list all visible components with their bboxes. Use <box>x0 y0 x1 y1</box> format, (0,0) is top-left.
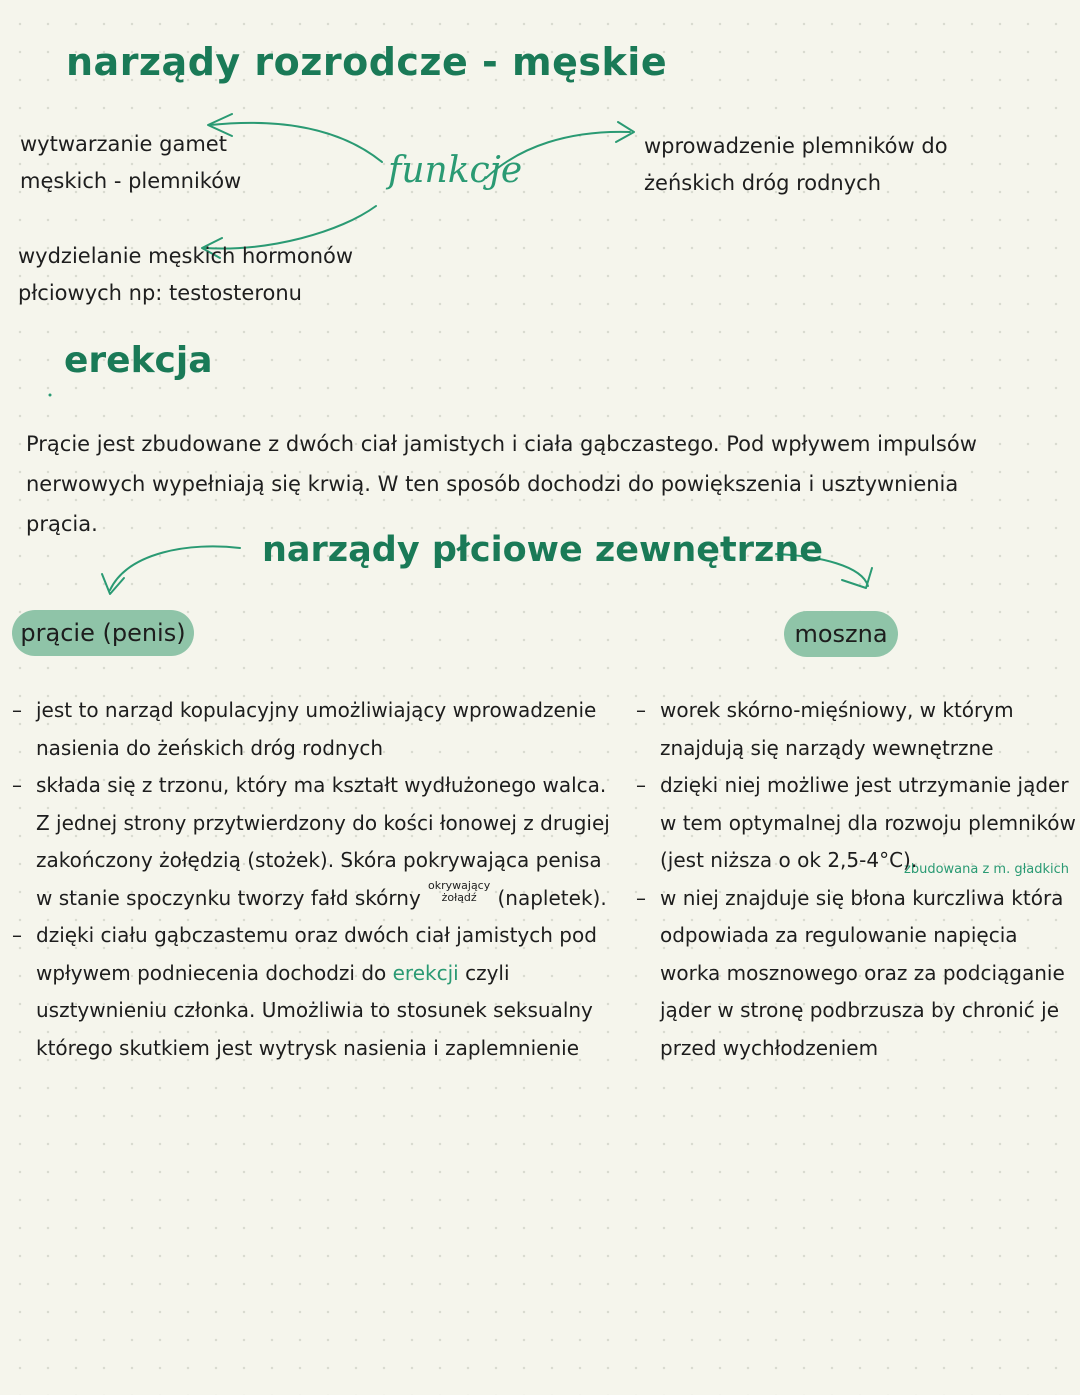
moszna-notes <box>636 692 1076 1067</box>
erekcja-paragraph: Prącie jest zbudowane z dwóch ciał jamistych i ciała gąbczastego. Pod wpływem impulsów nerwowych wypełniają się krwią. W ten sposób dochodzi do powiększenia i usztywnienia prącia. <box>26 432 977 536</box>
covering-note: okrywający żołądź <box>428 878 491 904</box>
erekcji-word: erekcji <box>392 960 459 985</box>
function-center-label: funkcje <box>388 150 523 191</box>
function-gamet: wytwarzanie gamet męskich - plemników <box>20 132 242 193</box>
arrow-head-moszna <box>842 568 872 588</box>
list-item: – w niej znajduje się błona kurczliwa która odpowiada za regulowanie napięcia worka mosznowego oraz za podciąganie jąder w stronę podbrzusza by chronić je przed wychłodzeniem <box>636 885 1065 1060</box>
label-moszna: moszna <box>784 611 898 657</box>
penis-notes <box>12 692 612 1067</box>
section-heading-external: narządy płciowe zewnętrzne <box>262 530 824 570</box>
function-hormon: wydzielanie męskich hormonów płciowych np: testosteronu <box>18 244 354 305</box>
annotation-gladkich: zbudowana z m. gładkich <box>904 862 1070 877</box>
arrow-to-penis <box>110 546 240 590</box>
label-penis: prącie (penis) <box>12 610 194 656</box>
page-title: narządy rozrodcze - męskie <box>66 40 668 84</box>
ink-dot <box>49 394 52 397</box>
function-wprowadzenie: wprowadzenie plemników do żeńskich dróg rodnych <box>644 134 948 195</box>
list-item: – jest to narząd kopulacyjny umożliwiający wprowadzenie nasienia do żeńskich dróg rodnych <box>12 698 597 760</box>
section-heading-erekcja: erekcja <box>64 340 213 381</box>
list-item: – worek skórno-mięśniowy, w którym znajdują się narządy wewnętrzne <box>636 698 1014 760</box>
list-item: – dzięki niej możliwe jest utrzymanie jąder w tem optymalnej dla rozwoju plemników (jest niższa o ok 2,5-4°C). <box>636 773 1076 872</box>
list-item: – dzięki ciału gąbczastemu oraz dwóch ciał jamistych pod wpływem podniecenia dochodzi do erekcji czyli usztywnieniu członka. Umożliwia to stosunek seksualny którego skutkiem jest wytrysk nasienia i zaplemnienie <box>12 923 597 1060</box>
list-item: – składa się z trzonu, który ma kształt wydłużonego walca. Z jednej strony przytwierdzony do kości łonowej z drugiej zakończony żołędzią (stożek). Skóra pokrywająca penisa w stanie spoczynku tworzy fałd skórny okrywający żołądź (napletek). <box>12 773 610 910</box>
